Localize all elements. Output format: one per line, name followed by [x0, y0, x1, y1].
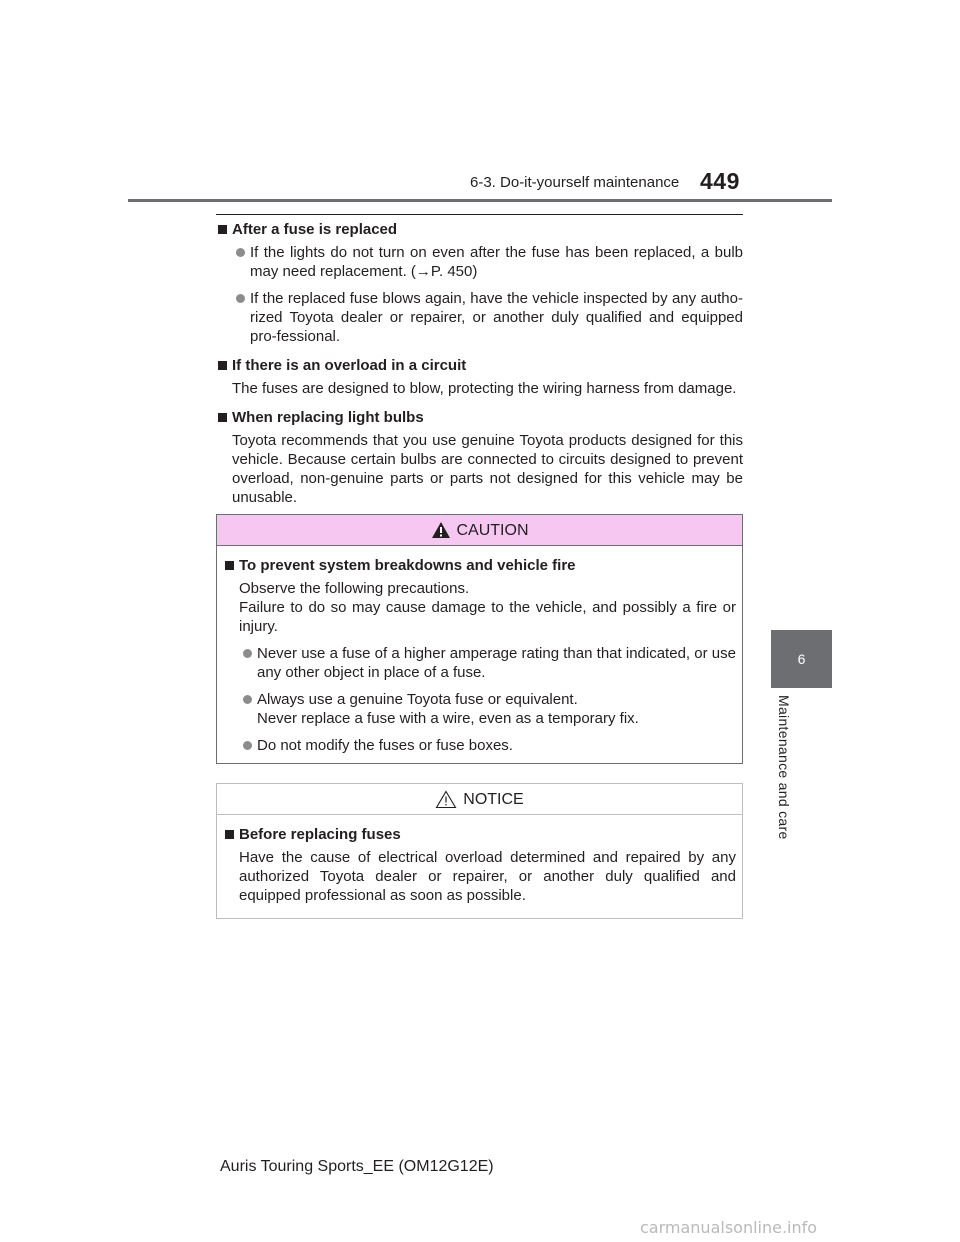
- paragraph: The fuses are designed to blow, protecting the wiring harness from damage.: [232, 380, 737, 397]
- main-content: [216, 220, 743, 517]
- caution-body: [217, 546, 742, 755]
- paragraph: Toyota recommends that you use genuine Toyota products designed for this vehicle. Because certain bulbs are connected to circuits designed to prevent overload, non-genuine parts or parts not designed for this vehicle may be unusable.: [232, 432, 743, 506]
- notice-box: [216, 783, 743, 919]
- notice-body: [217, 815, 742, 905]
- round-bullet-icon: [243, 741, 252, 750]
- list-item: Never use a fuse of a higher amperage rating than that indicated, or use any other object in place of a fuse.: [223, 644, 736, 682]
- warning-icon: [431, 521, 451, 539]
- caution-label: CAUTION: [456, 521, 529, 539]
- list-item: If the replaced fuse blows again, have the vehicle inspected by any autho-rized Toyota dealer or repairer, or another duly qualified and equipped pro-fessional.: [216, 289, 743, 346]
- page-number: 449: [700, 168, 740, 194]
- notice-label: NOTICE: [463, 790, 524, 808]
- header-divider: [128, 199, 832, 202]
- watermark[interactable]: carmanualsonline.info: [640, 1218, 818, 1237]
- caution-box: [216, 514, 743, 764]
- chapter-label: [754, 695, 814, 865]
- round-bullet-icon: [236, 294, 245, 303]
- notice-title: Before replacing fuses: [223, 825, 736, 844]
- caution-title: To prevent system breakdowns and vehicle fire: [223, 556, 736, 575]
- section-light-bulbs: [216, 408, 743, 507]
- square-bullet-icon: [225, 830, 234, 839]
- paragraph: Observe the following precautions.: [239, 580, 470, 597]
- section-overload: [216, 356, 743, 398]
- chapter-number: 6: [797, 651, 806, 667]
- section-heading: When replacing light bulbs: [216, 408, 743, 427]
- caution-header: [217, 515, 742, 546]
- section-heading: After a fuse is replaced: [216, 220, 743, 239]
- section-title: 6-3. Do-it-yourself maintenance: [470, 174, 680, 191]
- section-heading: If there is an overload in a circuit: [216, 356, 743, 375]
- square-bullet-icon: [225, 561, 234, 570]
- round-bullet-icon: [243, 695, 252, 704]
- round-bullet-icon: [236, 248, 245, 257]
- chapter-tab: [771, 630, 832, 688]
- footer-model: Auris Touring Sports_EE (OM12G12E): [220, 1158, 494, 1175]
- chapter-label-text: Maintenance and care: [776, 695, 792, 840]
- list-item: Always use a genuine Toyota fuse or equivalent. Never replace a fuse with a wire, even as a temporary fix.: [223, 690, 736, 728]
- list-item: If the lights do not turn on even after the fuse has been replaced, a bulb may need replacement. (→P. 450): [216, 243, 743, 281]
- list-item: Do not modify the fuses or fuse boxes.: [223, 736, 736, 755]
- content-divider: [216, 214, 743, 215]
- round-bullet-icon: [243, 649, 252, 658]
- warning-outline-icon: [435, 790, 457, 809]
- paragraph: Have the cause of electrical overload determined and repaired by any authorized Toyota dealer or repairer, or another duly qualified and equipped professional as soon as possible.: [239, 849, 736, 904]
- square-bullet-icon: [218, 413, 227, 422]
- section-after-fuse-replaced: [216, 220, 743, 346]
- paragraph: Failure to do so may cause damage to the vehicle, and possibly a fire or injury.: [239, 599, 736, 635]
- notice-header: [217, 784, 742, 815]
- square-bullet-icon: [218, 361, 227, 370]
- square-bullet-icon: [218, 225, 227, 234]
